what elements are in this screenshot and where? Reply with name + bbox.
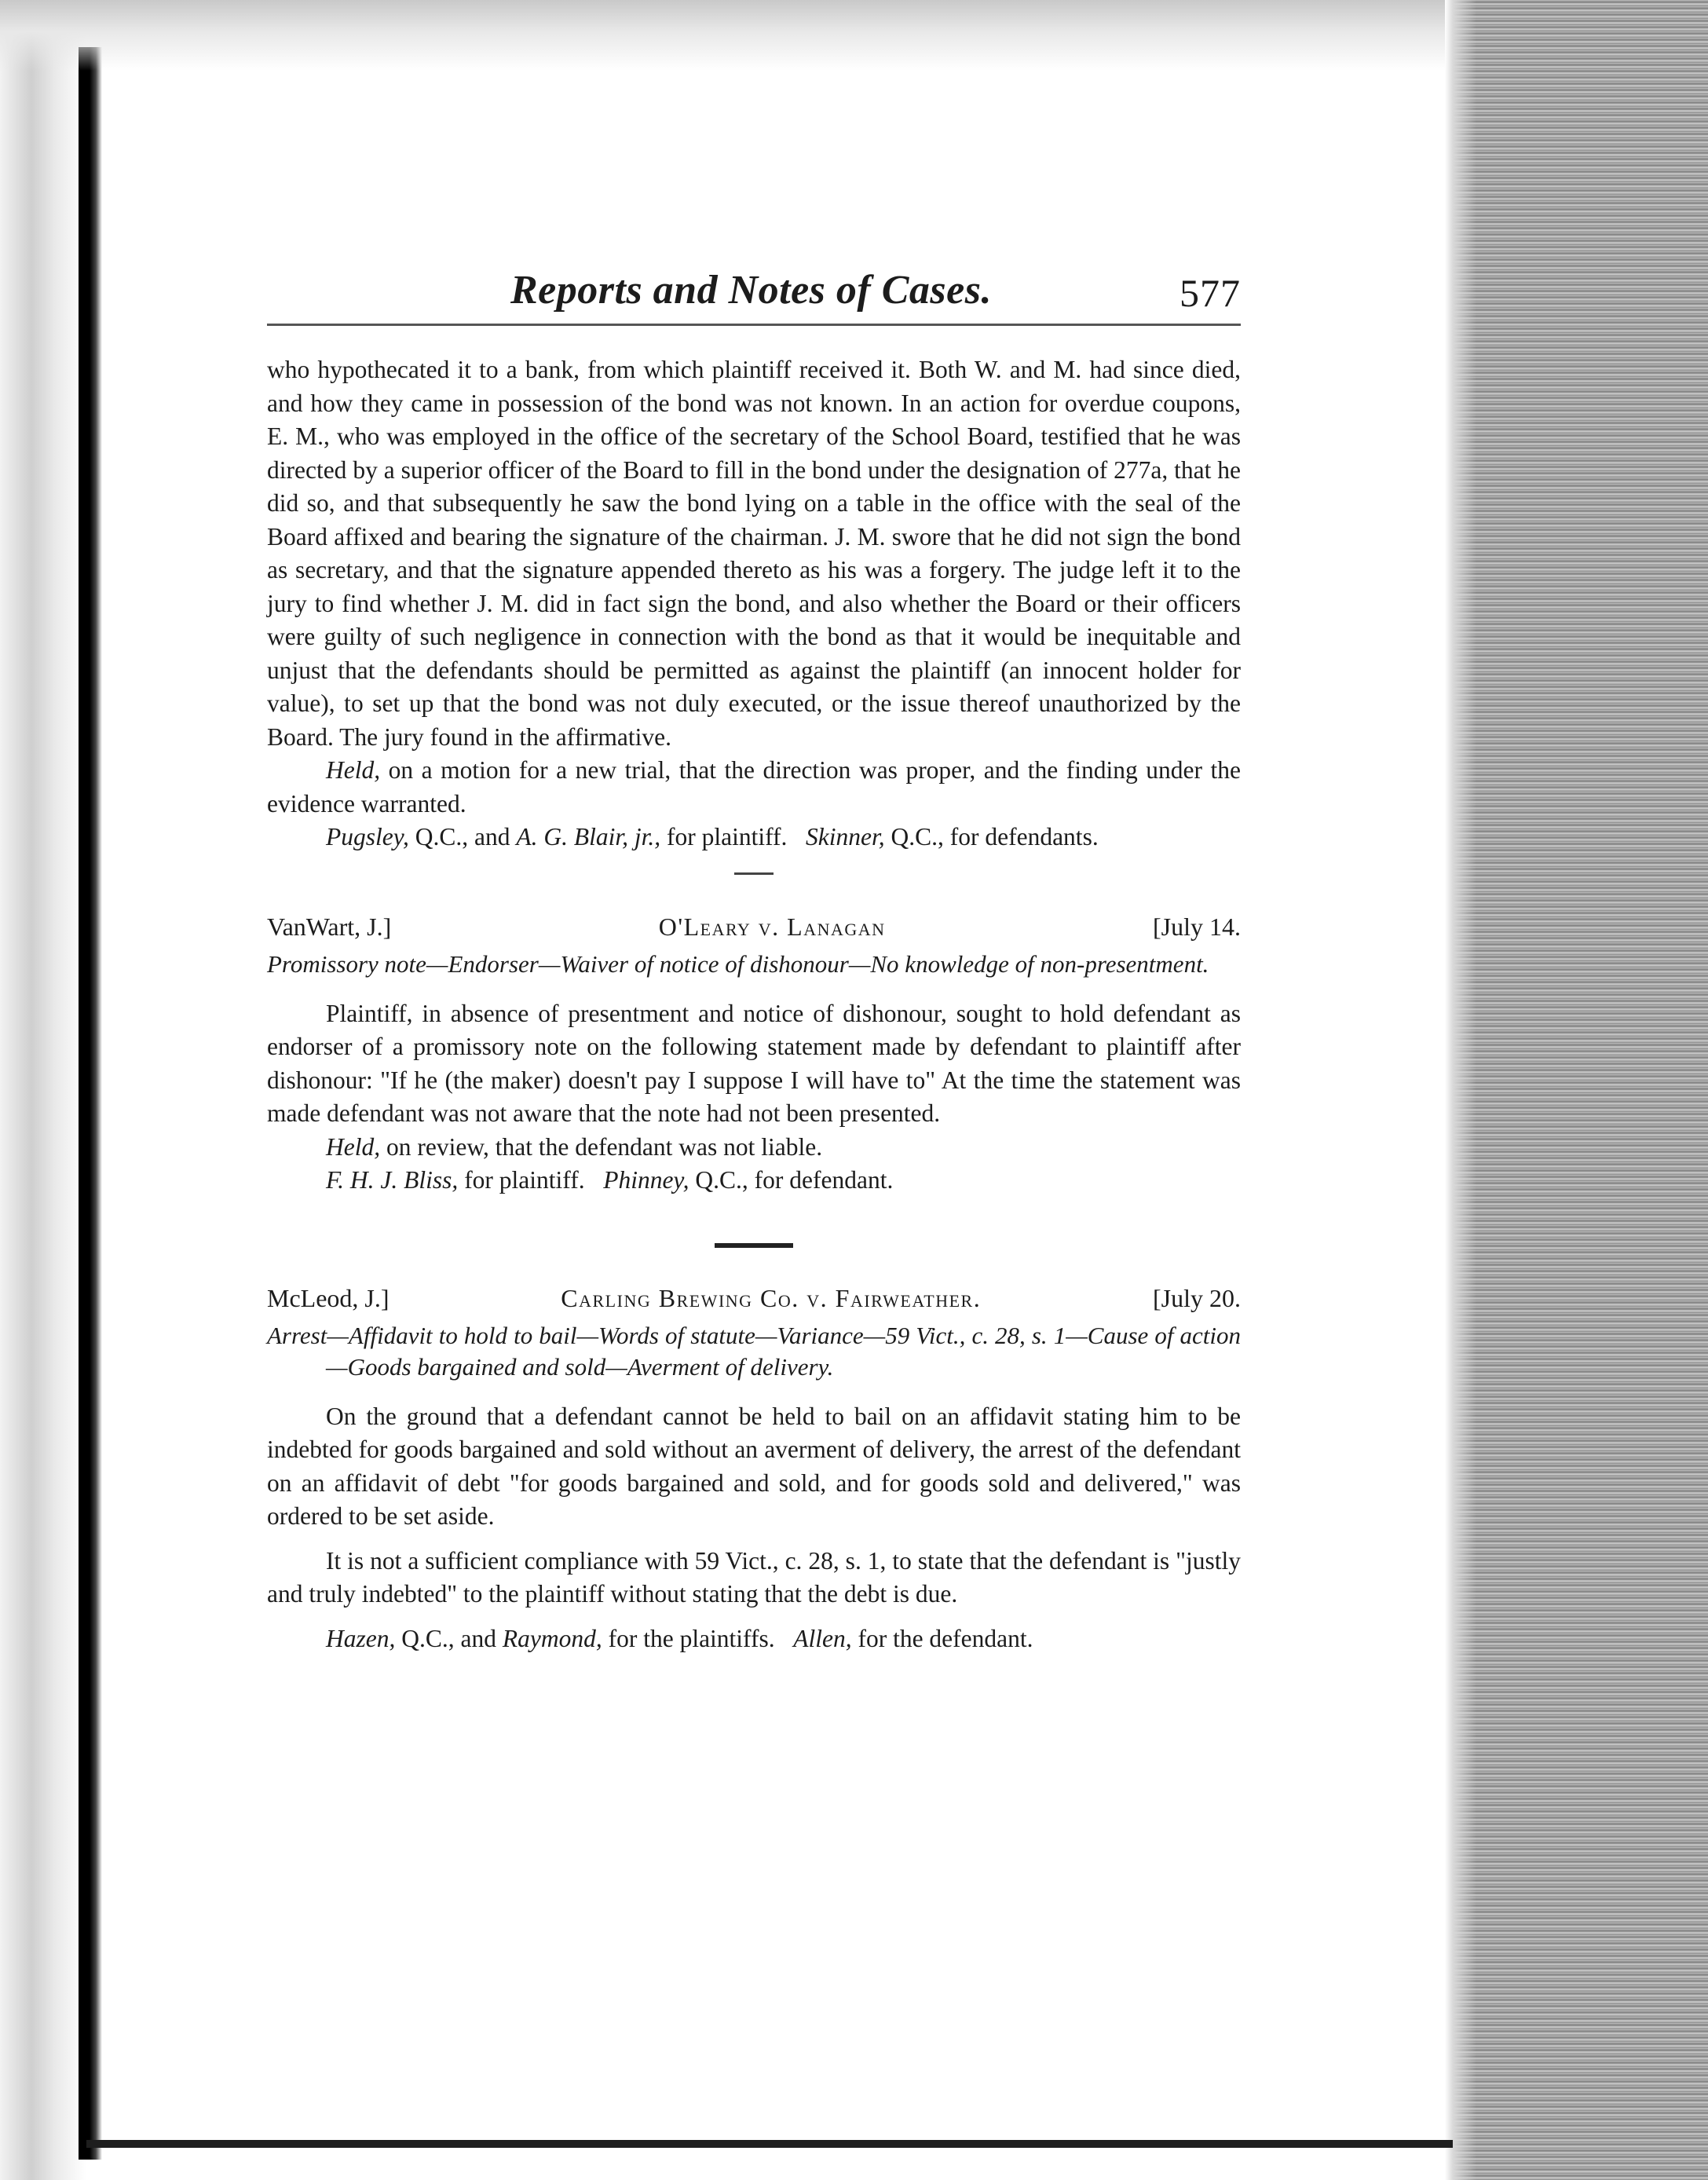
case-paragraph: It is not a sufficient compliance with 59 Vict., c. 28, s. 1, to state that the defendant is "justly and truly indebted" to the plaintiff without stating that the debt is due. xyxy=(267,1546,1241,1608)
counsel-line xyxy=(267,821,1241,854)
continued-paragraph: who hypothecated it to a bank, from which plaintiff received it. Both W. and M. had since died, and how they came in possession of the bond was not known. In an action for overdue coupons, E. M., who was employed in the office of the secretary of the School Board, testified that he was directed by a superior officer of the Board to fill in the bond under the designation of 277a, that he did so, and that subsequently he saw the bond lying on a table in the office with the seal of the Board affixed and bearing the signature of the chairman. J. M. swore that he did not sign the bond as secretary, and that the signature appended thereto as his was a forgery. The judge left it to the jury to find whether J. M. did in fact sign the bond, and also whether the Board or their officers were guilty of such negligence in connection with the bond as that it would be inequitable and unjust that the defendants should be permitted as against the plaintiff (an innocent holder for value), to set up that the bond was not duly executed, or the issue thereof unauthorized by the Board. The jury found in the affirmative. xyxy=(267,356,1241,751)
case-catchwords: Arrest—Affidavit to hold to bail—Words of statute—Variance—59 Vict., c. 28, s. 1—Cause of action—Goods bargained and sold—Averment of delivery. xyxy=(267,1321,1241,1381)
held-paragraph xyxy=(267,1131,1241,1165)
case-date: [July 14. xyxy=(1153,912,1241,941)
counsel-name: Hazen, xyxy=(326,1624,396,1652)
case-title: O'Leary v. Lanagan xyxy=(658,912,886,941)
case-title: Carling Brewing Co. v. Fairweather. xyxy=(561,1283,982,1312)
counsel-name: A. G. Blair, jr., xyxy=(516,823,661,850)
running-title: Reports and Notes of Cases. xyxy=(510,268,992,313)
case-oleary-v-lanagan xyxy=(267,909,1241,1198)
counsel-line xyxy=(267,1164,1241,1198)
counsel-text: for plaintiff. xyxy=(667,823,788,850)
bottom-scan-edge xyxy=(86,2140,1453,2148)
counsel-text: for the plaintiffs. xyxy=(608,1624,775,1652)
section-separator xyxy=(734,872,774,875)
case-catchwords: Promissory note—Endorser—Waiver of notice of dishonour—No knowledge of non-presentment. xyxy=(267,949,1209,978)
held-text: on review, that the defendant was not liable. xyxy=(386,1132,823,1161)
header-rule xyxy=(267,324,1241,326)
top-scan-shadow xyxy=(0,0,1453,71)
binding-edge xyxy=(79,47,102,2160)
case-heading xyxy=(267,1281,1241,1315)
counsel-text: Q.C., and xyxy=(415,823,510,850)
counsel-name: Raymond, xyxy=(502,1624,602,1652)
held-label: Held, xyxy=(326,1132,381,1161)
counsel-text: Q.C., for defendant. xyxy=(695,1166,894,1194)
counsel-text: Q.C., and xyxy=(401,1624,496,1652)
running-head xyxy=(267,267,1241,322)
case-paragraph: On the ground that a defendant cannot be held to bail on an affidavit stating him to be indebted for goods bargained and sold without an averment of delivery, the arrest of the defendant on an affidavit of debt "for goods bargained and sold, and for goods sold and delivered," was ordered to be set aside. xyxy=(267,1402,1241,1530)
case-date: [July 20. xyxy=(1153,1283,1241,1312)
page-stack-edge xyxy=(1445,0,1708,2180)
held-paragraph xyxy=(267,754,1241,821)
counsel-text: for plaintiff. xyxy=(464,1166,585,1194)
continued-case xyxy=(267,353,1241,854)
case-paragraph: Plaintiff, in absence of presentment and notice of dishonour, sought to hold defendant as endorser of a promissory note on the following statement made by defendant to plaintiff after dishonour: "If he (the maker) doesn't pay I suppose I will have to" At the time the statement was made defendant was not aware that the note had not been presented. xyxy=(267,999,1241,1127)
counsel-text: for the defendant. xyxy=(858,1624,1033,1652)
counsel-name: Allen, xyxy=(793,1624,852,1652)
counsel-name: Skinner, xyxy=(806,823,885,850)
counsel-line xyxy=(267,1622,1241,1656)
counsel-name: Phinney, xyxy=(603,1166,689,1194)
counsel-name: Pugsley, xyxy=(326,823,409,850)
held-label: Held, xyxy=(326,756,381,784)
case-carling-v-fairweather xyxy=(267,1281,1241,1656)
held-text: on a motion for a new trial, that the direction was proper, and the finding under the evidence warranted. xyxy=(267,756,1241,818)
section-separator xyxy=(715,1243,793,1248)
page-number: 577 xyxy=(1180,271,1241,315)
case-judge: VanWart, J.] xyxy=(267,912,392,941)
counsel-text: Q.C., for defendants. xyxy=(891,823,1099,850)
case-heading xyxy=(267,909,1241,944)
document-page xyxy=(267,267,1241,1652)
case-judge: McLeod, J.] xyxy=(267,1283,390,1312)
page-body xyxy=(267,353,1241,1655)
counsel-name: F. H. J. Bliss, xyxy=(326,1166,459,1194)
